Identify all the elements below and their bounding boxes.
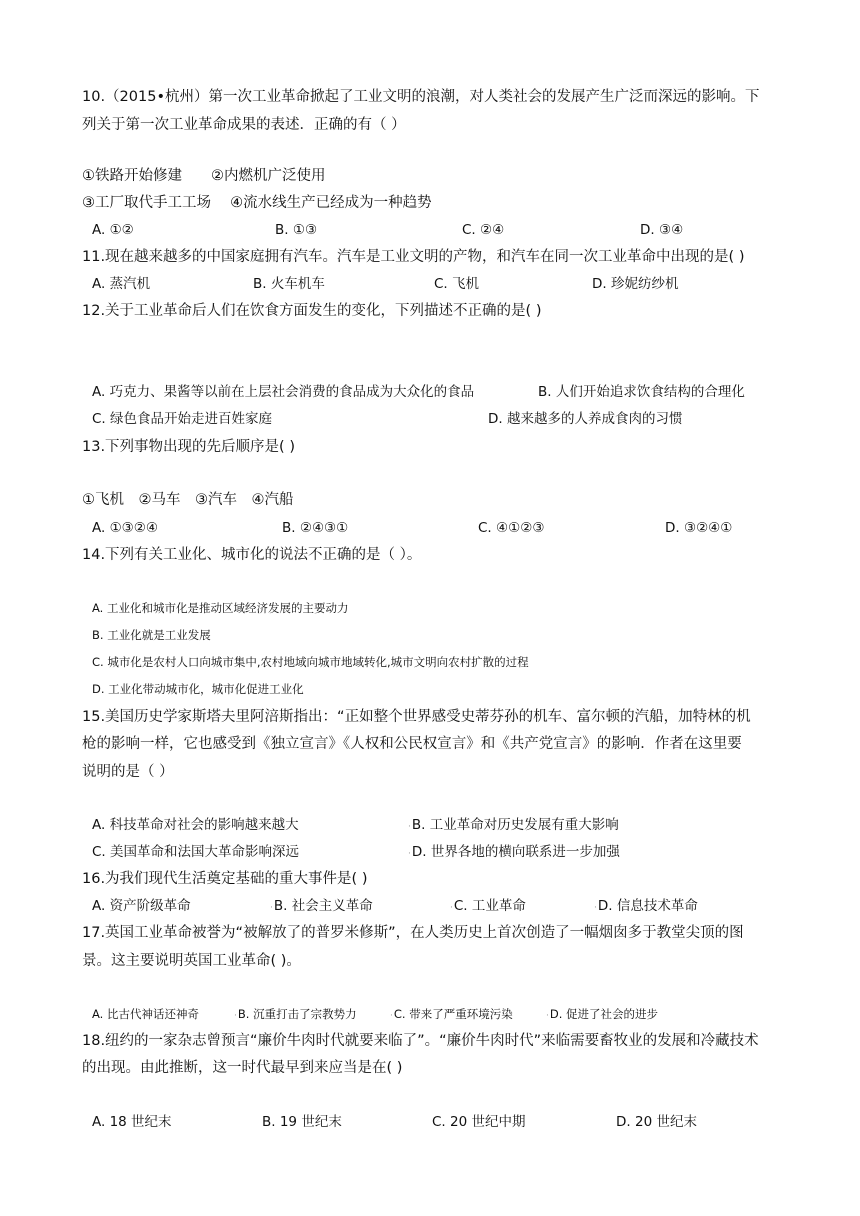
q16-option-b: ·B. 社会主义革命 bbox=[270, 898, 373, 914]
q14-option-d: D. 工业化带动城市化，城市化促进工业化 bbox=[92, 682, 304, 696]
q15-option-b: ·B. 工业革命对历史发展有重大影响 bbox=[408, 817, 619, 833]
q16-option-c: ·C. 工业革命 bbox=[450, 898, 526, 914]
q17-option-c: ·C. 带来了严重环境污染 bbox=[390, 1007, 513, 1021]
q12-option-b: B. 人们开始追求饮食结构的合理化 bbox=[538, 384, 745, 400]
q17-option-d: ·D. 促进了社会的进步 bbox=[546, 1007, 659, 1021]
q16-option-a: A. 资产阶级革命 bbox=[92, 898, 191, 914]
q17-option-a: A. 比古代神话还神奇 bbox=[92, 1007, 199, 1021]
q16-option-d: ·D. 信息技术革命 bbox=[594, 898, 698, 914]
q13-option-b: B. ②④③① bbox=[282, 520, 349, 536]
q13-stem-line1: 13.下列事物出现的先后顺序是( ) bbox=[82, 439, 295, 455]
q14-option-b: B. 工业化就是工业发展 bbox=[92, 628, 211, 642]
q18-option-d: D. 20 世纪末 bbox=[616, 1114, 697, 1130]
q15-stem-line2: 枪的影响一样，它也感受到《独立宣言》《人权和公民权宣言》和《共产党宣言》的影响．作者在这里要 bbox=[82, 736, 742, 752]
q13-option-c: C. ④①②③ bbox=[478, 520, 545, 536]
q15-stem-line3: 说明的是（ ） bbox=[82, 764, 174, 780]
q17-option-b: ·B. 沉重打击了宗教势力 bbox=[234, 1007, 357, 1021]
q11-stem-line1: 11.现在越来越多的中国家庭拥有汽车。汽车是工业文明的产物，和汽车在同一次工业革命中出现的是( ) bbox=[82, 249, 745, 265]
q17-stem-line1: 17.英国工业革命被誉为“被解放了的普罗米修斯”，在人类历史上首次创造了一幅烟囱多于教堂尖顶的图 bbox=[82, 925, 744, 941]
q15-option-a: A. 科技革命对社会的影响越来越大 bbox=[92, 817, 299, 833]
q11-option-d: D. 珍妮纺纱机 bbox=[592, 276, 679, 292]
q10-items-row1: ①铁路开始修建 ②内燃机广泛使用 bbox=[82, 168, 326, 184]
q12-option-a: A. 巧克力、果酱等以前在上层社会消费的食品成为大众化的食品 bbox=[92, 384, 475, 400]
q16-stem-line1: 16.为我们现代生活奠定基础的重大事件是( ) bbox=[82, 871, 368, 887]
q13-option-a: A. ①③②④ bbox=[92, 520, 158, 536]
q15-stem-line1: 15.美国历史学家斯塔夫里阿涪斯指出：“正如整个世界感受史蒂芬孙的机车、富尔顿的汽船，加特林的机 bbox=[82, 709, 751, 725]
q11-option-a: A. 蒸汽机 bbox=[92, 276, 151, 292]
q11-option-c: C. 飞机 bbox=[434, 276, 480, 292]
q14-option-a: A. 工业化和城市化是推动区域经济发展的主要动力 bbox=[92, 601, 349, 615]
q18-stem-line1: 18.纽约的一家杂志曾预言“廉价牛肉时代就要来临了”。“廉价牛肉时代”来临需要畜牧业的发展和冷藏技术 bbox=[82, 1033, 759, 1049]
q15-option-c: C. 美国革命和法国大革命影响深远 bbox=[92, 844, 300, 860]
q12-option-c: C. 绿色食品开始走进百姓家庭 bbox=[92, 411, 273, 427]
q10-option-d: D. ③④ bbox=[640, 222, 684, 238]
q10-option-b: B. ①③ bbox=[275, 222, 318, 238]
q18-option-c: C. 20 世纪中期 bbox=[432, 1114, 526, 1130]
q10-stem-line2: 列关于第一次工业革命成果的表述．正确的有（ ） bbox=[82, 117, 406, 133]
q12-stem-line1: 12.关于工业革命后人们在饮食方面发生的变化，下列描述不正确的是( ) bbox=[82, 303, 542, 319]
q15-option-d: ·D. 世界各地的横向联系进一步加强 bbox=[408, 844, 620, 860]
q14-option-c: C. 城市化是农村人口向城市集中,农村地域向城市地域转化,城市文明向农村扩散的过程 bbox=[92, 655, 529, 669]
q18-option-b: B. 19 世纪末 bbox=[262, 1114, 342, 1130]
q10-option-a: A. ①② bbox=[92, 222, 134, 238]
q10-option-c: C. ②④ bbox=[462, 222, 505, 238]
q10-items-row2: ③工厂取代手工工场 ④流水线生产已经成为一种趋势 bbox=[82, 195, 432, 211]
q13-items: ①飞机 ②马车 ③汽车 ④汽船 bbox=[82, 492, 294, 508]
q10-stem-line1: 10.（2015•杭州）第一次工业革命掀起了工业文明的浪潮，对人类社会的发展产生广泛而深远的影响。下 bbox=[82, 89, 760, 105]
q17-stem-line2: 景。这主要说明英国工业革命( )。 bbox=[82, 953, 301, 969]
q18-option-a: A. 18 世纪末 bbox=[92, 1114, 172, 1130]
q12-option-d: D. 越来越多的人养成食肉的习惯 bbox=[488, 411, 683, 427]
q18-stem-line2: 的出现。由此推断，这一时代最早到来应当是在( ) bbox=[82, 1060, 403, 1076]
q11-option-b: B. 火车机车 bbox=[253, 276, 325, 292]
q14-stem-line1: 14.下列有关工业化、城市化的说法不正确的是（ ）。 bbox=[82, 547, 422, 563]
q13-option-d: D. ③②④① bbox=[665, 520, 733, 536]
